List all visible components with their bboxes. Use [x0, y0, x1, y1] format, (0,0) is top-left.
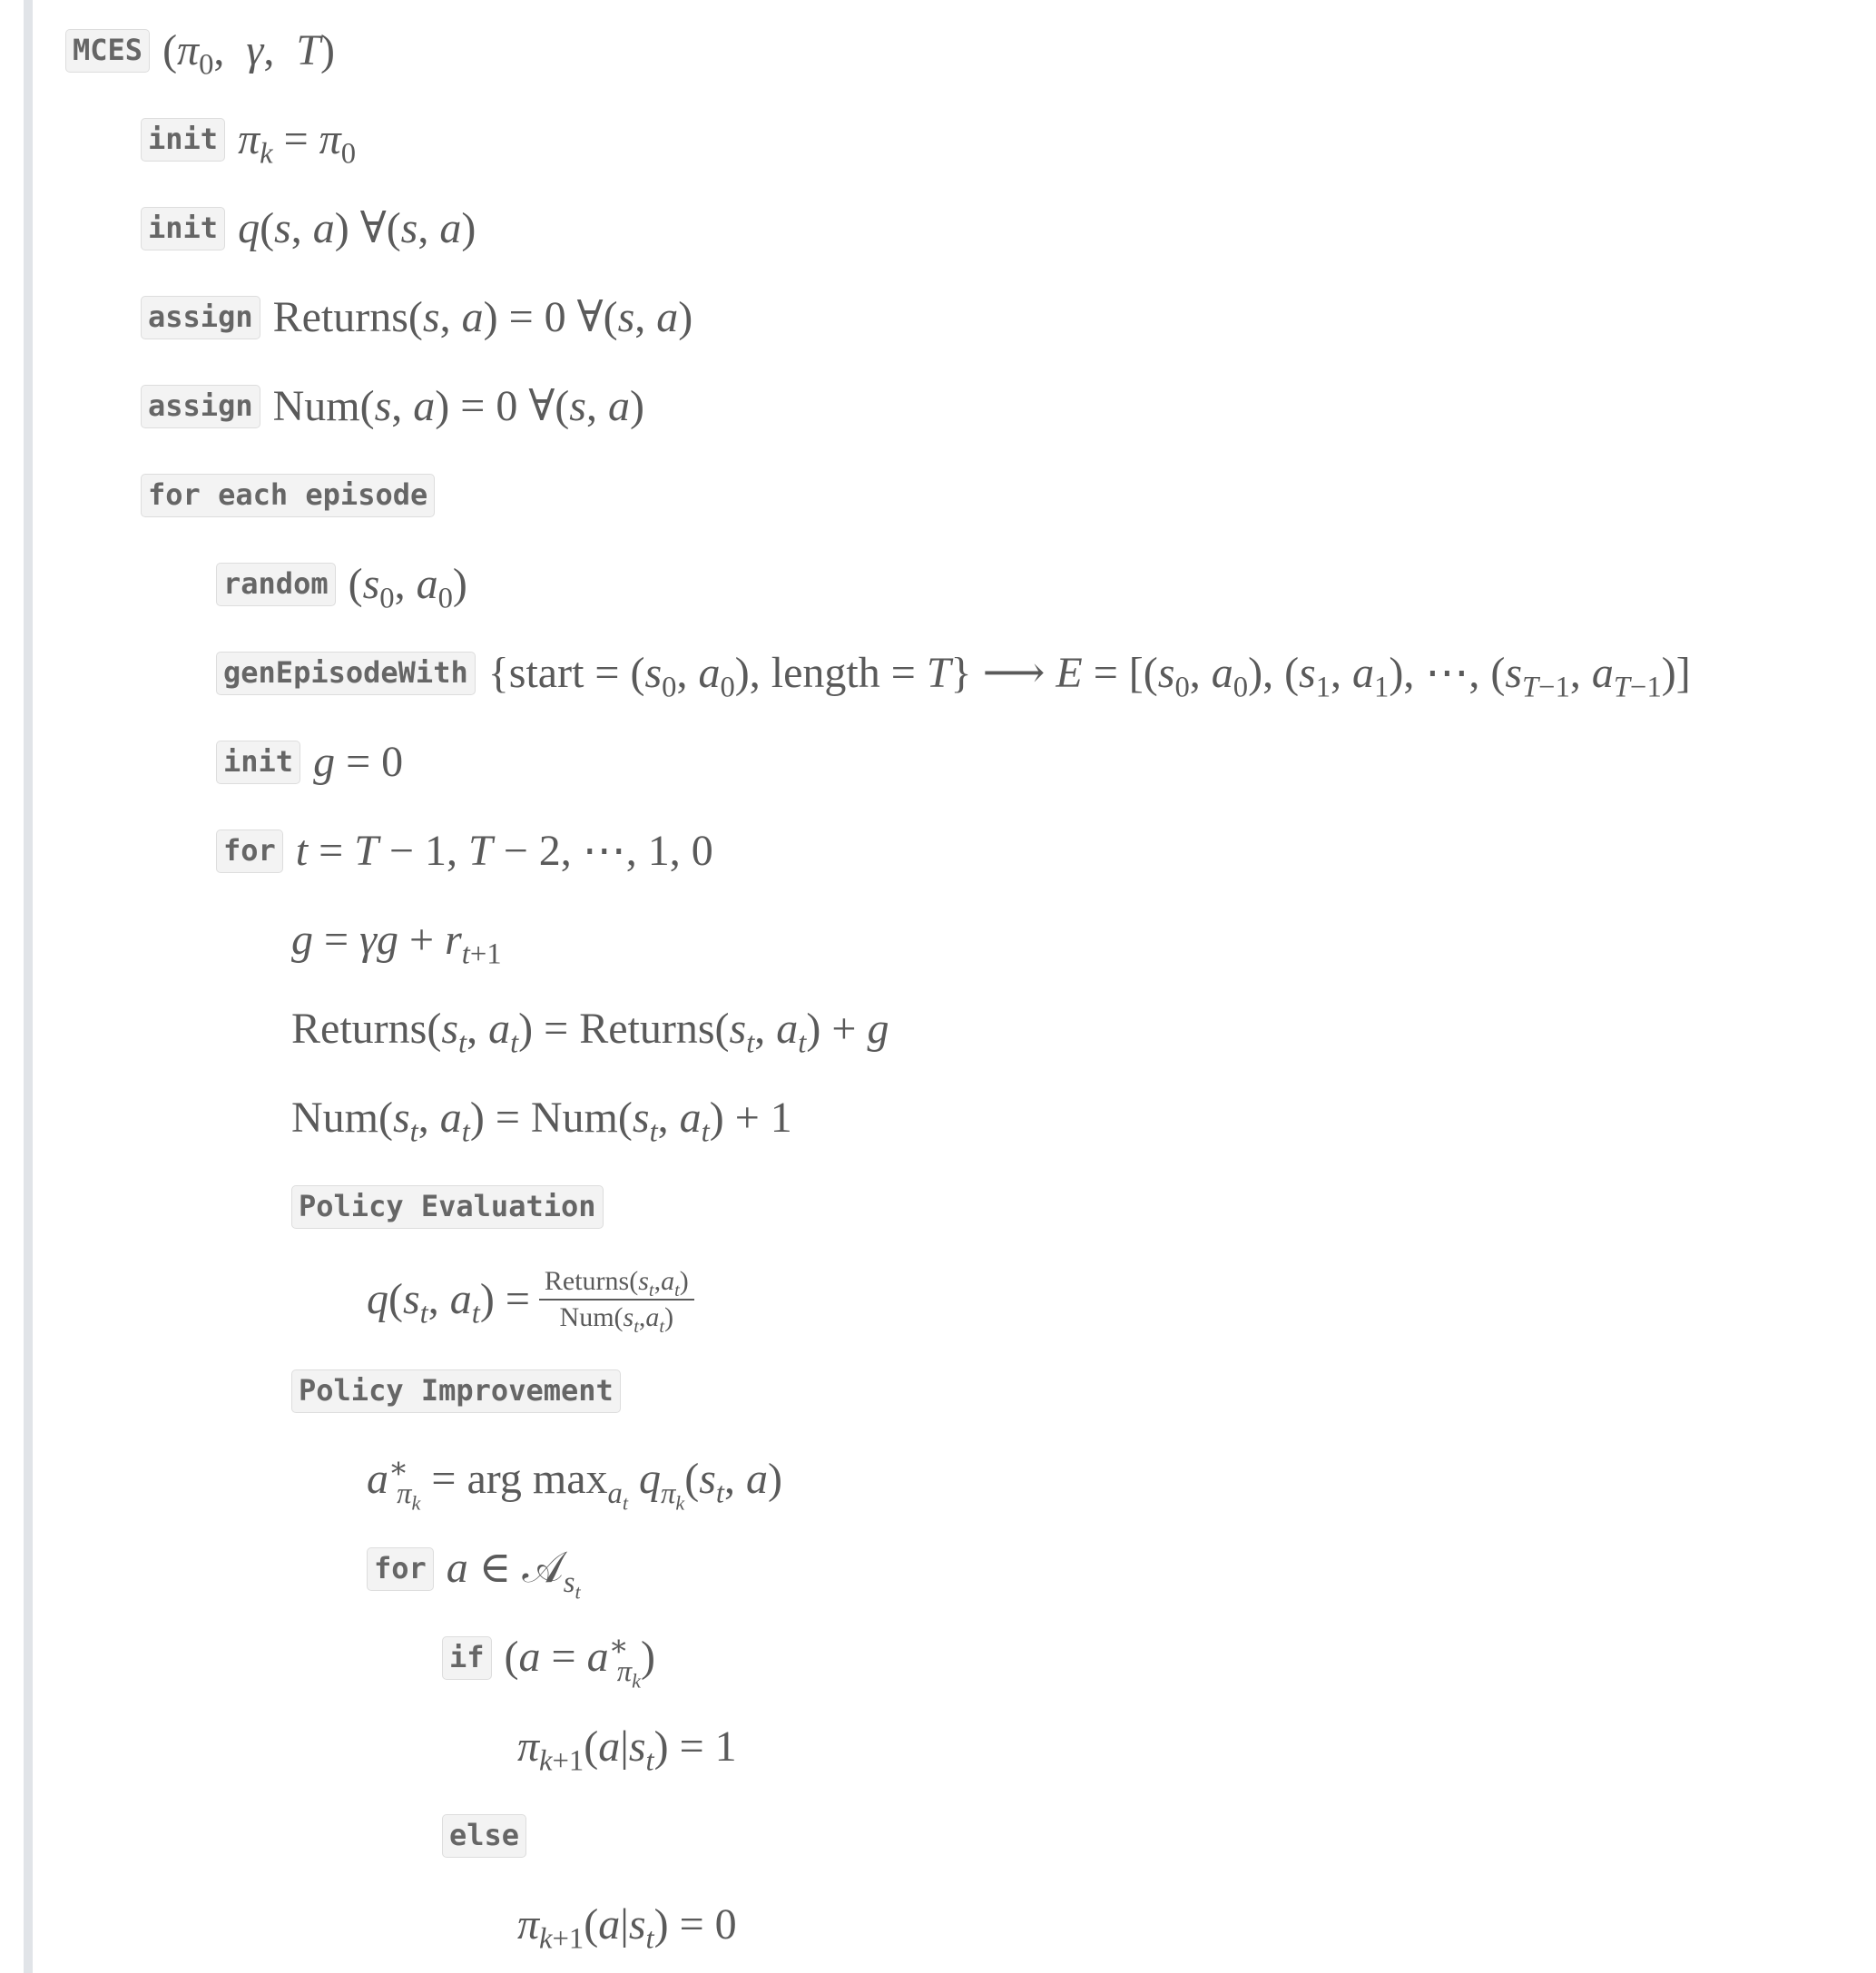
- line-assign-num: [141, 379, 644, 434]
- line-q-estimate: [367, 1260, 694, 1340]
- fraction-denominator: $Num(s_t,a_t)$: [559, 1302, 674, 1337]
- line-assign-returns: [141, 290, 692, 345]
- math-policy-one: $\pi_{k+1}(a|s_t) = 1$: [517, 1723, 737, 1778]
- line-for-each-episode: [141, 468, 447, 523]
- keyword-init: init: [216, 741, 300, 784]
- keyword-init: init: [141, 118, 225, 162]
- line-update-returns: [291, 1002, 889, 1060]
- keyword-else: else: [442, 1814, 526, 1858]
- keyword-for-each-episode: for each episode: [141, 474, 435, 517]
- math-update-returns: $Returns(s_t$, $a_t$) = $Returns(s_t$, $a_t) + g$: [291, 1005, 889, 1060]
- line-policy-improvement: [291, 1364, 634, 1418]
- math-for-t-range: t = T − 1, T − 2, ⋯, 1, 0: [295, 827, 713, 875]
- line-update-num: [291, 1091, 792, 1149]
- keyword-gen-episode: genEpisodeWith: [216, 652, 476, 695]
- line-for-actions: [367, 1542, 581, 1604]
- line-random: [216, 557, 467, 615]
- keyword-if: if: [442, 1636, 492, 1680]
- math-for-actions: a ∈ 𝒜$_{s_t}$: [446, 1543, 581, 1604]
- line-gen-episode: [216, 646, 1691, 704]
- keyword-policy-improvement: Policy Improvement: [291, 1369, 621, 1413]
- math-q-estimate: $q(s_t$, $a_t$) =: [367, 1275, 530, 1330]
- line-policy-evaluation: [291, 1180, 616, 1234]
- line-argmax: [367, 1451, 782, 1515]
- math-argmax: $a^∗_{\pi_k}$ = arg $\max_{a_t} q_{\pi_k}(s_t$, a): [367, 1451, 782, 1515]
- line-policy-one: [517, 1720, 737, 1778]
- fraction-numerator: $Returns(s_t,a_t)$: [539, 1268, 694, 1301]
- math-random-start: ($s_0$, $a_0$): [348, 560, 467, 615]
- math-update-num: $Num(s_t$, $a_t) = Num(s_t$, $a_t) + 1$: [291, 1094, 792, 1149]
- fraction-returns-over-num: [539, 1266, 694, 1337]
- line-policy-zero: [517, 1898, 737, 1956]
- math-init-g: g = 0: [313, 738, 404, 786]
- math-mces-args: ($\pi_0$, γ, T): [162, 26, 336, 82]
- blockquote-bar: [24, 0, 33, 1973]
- math-assign-returns: Returns(s, a) = 0 ∀(s, a): [272, 293, 693, 341]
- keyword-for: for: [216, 829, 283, 873]
- math-if-condition: $(a = a^∗_{\pi_k})$: [504, 1629, 655, 1693]
- line-init-g: [216, 735, 403, 790]
- keyword-random: random: [216, 563, 336, 606]
- keyword-policy-evaluation: Policy Evaluation: [291, 1185, 604, 1229]
- math-assign-num: Num(s, a) = 0 ∀(s, a): [272, 382, 644, 430]
- line-if: [442, 1629, 655, 1693]
- line-else: [442, 1809, 539, 1863]
- math-gen-episode: {start = ($s_0$, $a_0$), length = T} ⟶ $E = [(s_0$, $a_0$), ($s_1$, $a_1$), ⋯, ($s_{T-1}$, $a_{T-1}$)]: [487, 649, 1691, 704]
- keyword-assign: assign: [141, 296, 260, 339]
- math-update-g: $g = \gamma g + r_{t+1}$: [291, 916, 502, 971]
- line-init-q: [141, 201, 476, 256]
- math-policy-zero: $\pi_{k+1}(a|s_t) = 0$: [517, 1900, 737, 1956]
- math-init-q: q(s, a) ∀(s, a): [238, 204, 476, 252]
- line-for-t: [216, 824, 713, 879]
- line-mces-signature: [65, 24, 336, 82]
- keyword-for: for: [367, 1547, 434, 1591]
- keyword-mces: MCES: [65, 29, 150, 73]
- keyword-init: init: [141, 207, 225, 250]
- keyword-assign: assign: [141, 385, 260, 428]
- line-init-policy: [141, 113, 357, 171]
- line-update-g: [291, 913, 502, 971]
- math-init-policy: $\pi_k = \pi_0$: [238, 115, 357, 171]
